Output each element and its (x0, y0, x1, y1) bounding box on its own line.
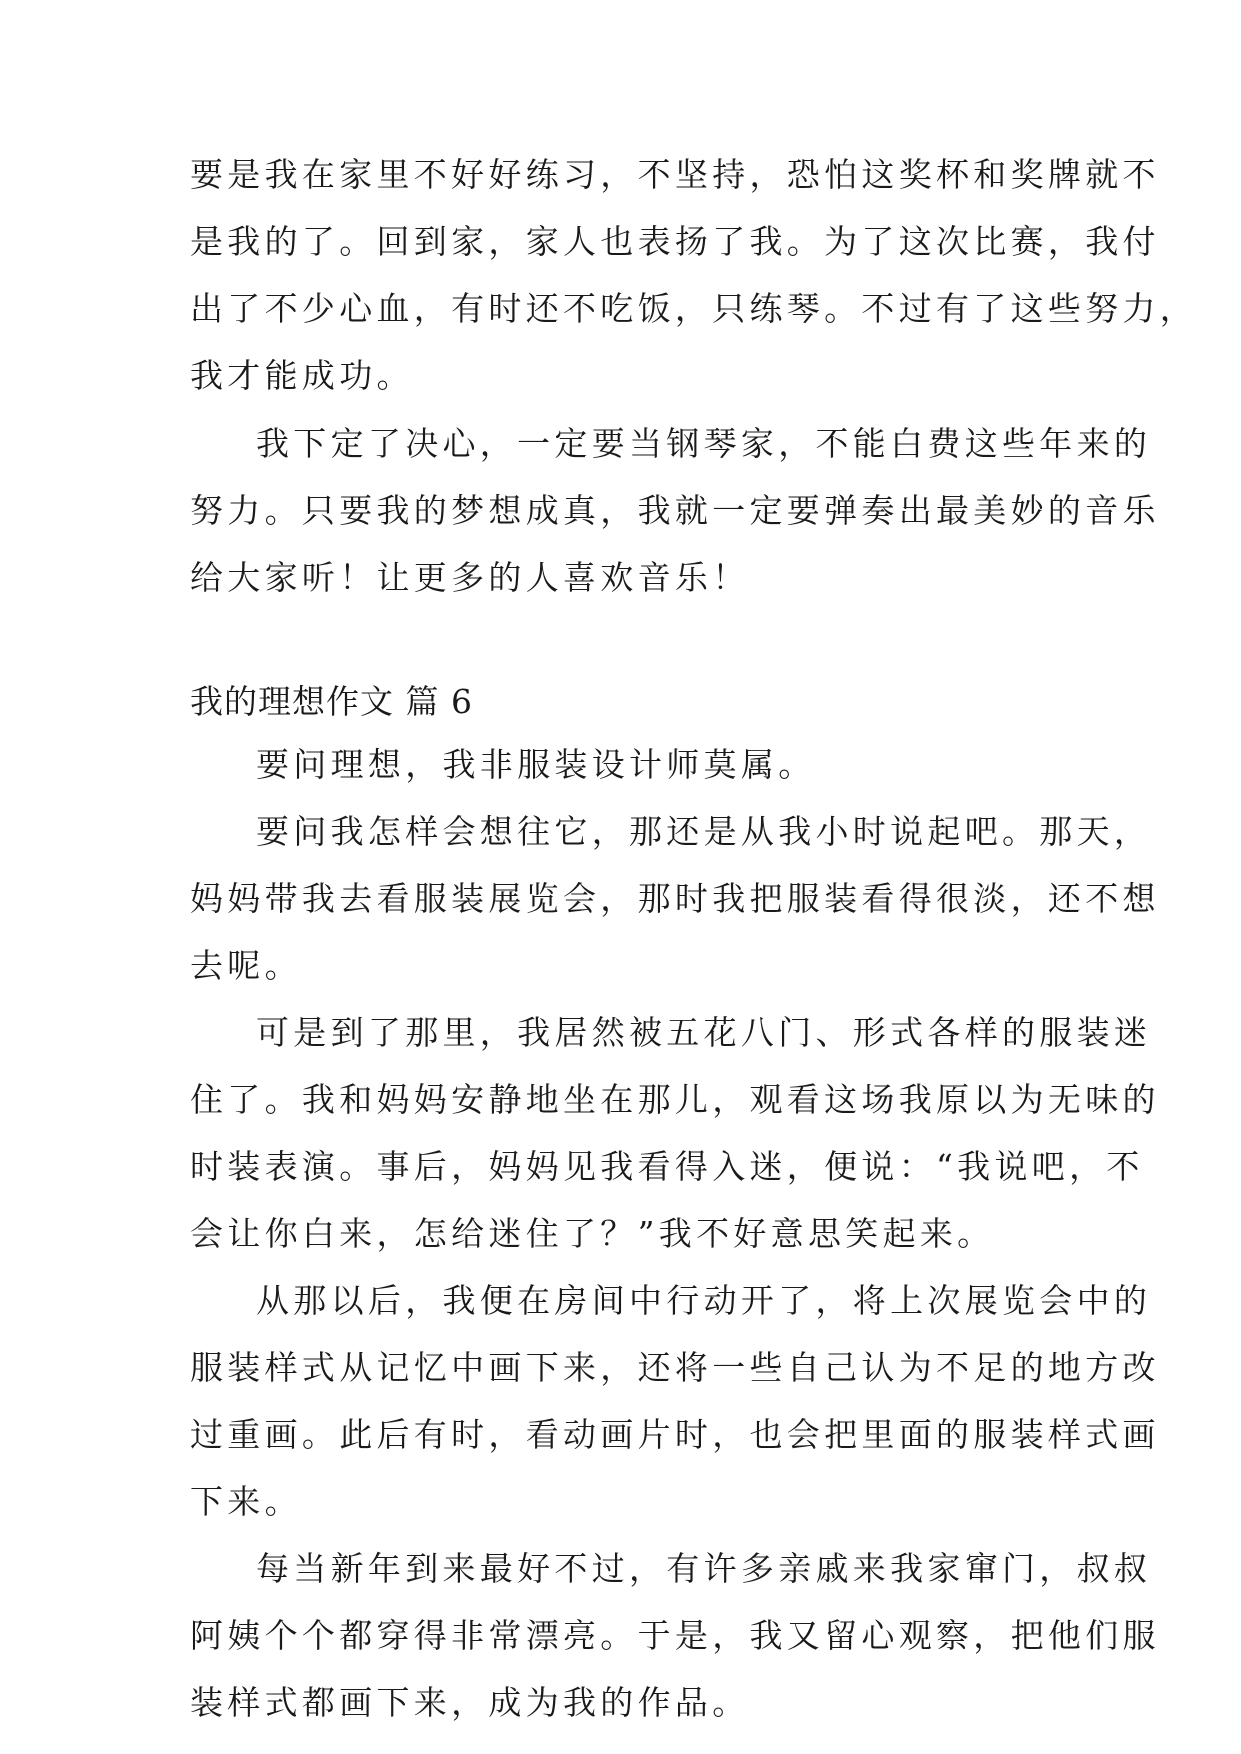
text-line: 过重画。此后有时，看动画片时，也会把里面的服装样式画 (190, 1415, 1160, 1454)
text-line: 努力。只要我的梦想成真，我就一定要弹奏出最美妙的音乐 (190, 491, 1160, 530)
text-line: 是我的了。回到家，家人也表扬了我。为了这次比赛，我付 (190, 222, 1160, 261)
text-line: 要问理想，我非服装设计师莫属。 (256, 745, 816, 784)
text-line: 阿姨个个都穿得非常漂亮。于是，我又留心观察，把他们服 (190, 1616, 1160, 1655)
text-line: 给大家听！让更多的人喜欢音乐！ (190, 558, 750, 597)
text-line: 我才能成功。 (190, 356, 414, 395)
text-line: 每当新年到来最好不过，有许多亲戚来我家窜门，叔叔 (256, 1549, 1152, 1588)
text-line: 下来。 (190, 1482, 302, 1521)
text-line: 可是到了那里，我居然被五花八门、形式各样的服装迷 (256, 1013, 1152, 1052)
section-heading: 我的理想作文 篇 6 (190, 682, 473, 721)
text-line: 时装表演。事后，妈妈见我看得入迷，便说：“我说吧，不 (190, 1147, 1144, 1186)
text-line: 要问我怎样会想往它，那还是从我小时说起吧。那天， (256, 812, 1152, 851)
text-line: 服装样式从记忆中画下来，还将一些自己认为不足的地方改 (190, 1348, 1160, 1387)
text-line: 住了。我和妈妈安静地坐在那儿，观看这场我原以为无味的 (190, 1080, 1160, 1119)
text-line: 妈妈带我去看服装展览会，那时我把服装看得很淡，还不想 (190, 879, 1160, 918)
text-line: 从那以后，我便在房间中行动开了，将上次展览会中的 (256, 1281, 1152, 1320)
text-line: 出了不少心血，有时还不吃饭，只练琴。不过有了这些努力， (190, 289, 1198, 328)
text-line: 我下定了决心，一定要当钢琴家，不能白费这些年来的 (256, 424, 1152, 463)
text-line: 要是我在家里不好好练习，不坚持，恐怕这奖杯和奖牌就不 (190, 155, 1160, 194)
text-line: 去呢。 (190, 946, 302, 985)
text-line: 会让你白来，怎给迷住了？”我不好意思笑起来。 (190, 1214, 995, 1253)
text-line: 装样式都画下来，成为我的作品。 (190, 1683, 750, 1722)
